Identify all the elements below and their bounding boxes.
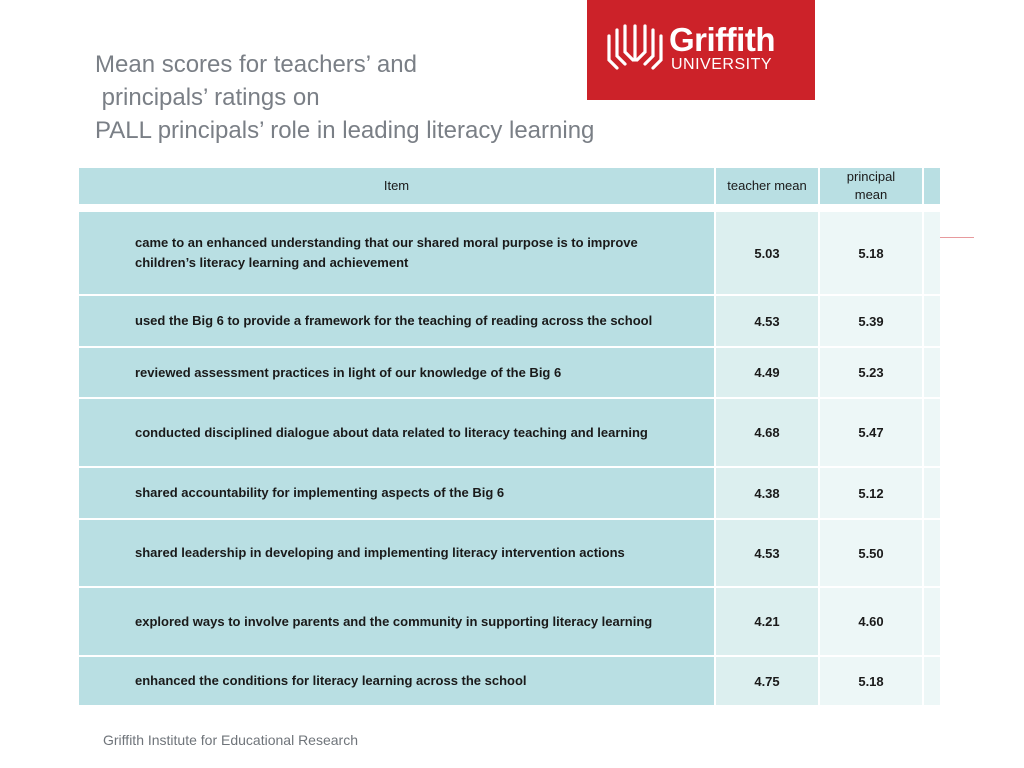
- row-principal-mean: 5.18: [819, 656, 923, 706]
- row-teacher-mean: 4.68: [715, 398, 819, 467]
- row-teacher-mean: 4.53: [715, 519, 819, 587]
- row-item: shared accountability for implementing aspects of the Big 6: [78, 467, 715, 519]
- row-item: used the Big 6 to provide a framework for the teaching of reading across the school: [78, 295, 715, 347]
- row-principal-mean: 5.12: [819, 467, 923, 519]
- row-teacher-mean: 4.21: [715, 587, 819, 656]
- scores-table: [77, 166, 942, 707]
- table-header-row: [78, 167, 941, 205]
- header-principal-mean: principal mean: [819, 167, 923, 205]
- table-row: [78, 295, 941, 347]
- row-extra-cell: [923, 587, 941, 656]
- row-extra-cell: [923, 398, 941, 467]
- row-item: explored ways to involve parents and the community in supporting literacy learning: [78, 587, 715, 656]
- header-teacher-mean: teacher mean: [715, 167, 819, 205]
- decorative-red-line: [940, 237, 974, 238]
- row-principal-mean: 4.60: [819, 587, 923, 656]
- table-row: [78, 587, 941, 656]
- row-principal-mean: 5.18: [819, 211, 923, 295]
- row-teacher-mean: 4.53: [715, 295, 819, 347]
- row-teacher-mean: 4.49: [715, 347, 819, 398]
- row-teacher-mean: 5.03: [715, 211, 819, 295]
- row-extra-cell: [923, 656, 941, 706]
- row-teacher-mean: 4.38: [715, 467, 819, 519]
- logo-name: Griffith: [669, 21, 775, 58]
- footer-text: Griffith Institute for Educational Research: [103, 732, 358, 748]
- griffith-logo: [587, 0, 815, 100]
- table-row: [78, 467, 941, 519]
- row-item: shared leadership in developing and implementing literacy intervention actions: [78, 519, 715, 587]
- row-principal-mean: 5.50: [819, 519, 923, 587]
- header-extra-cell: [923, 167, 941, 205]
- header-item: Item: [78, 167, 715, 205]
- title-line-1: Mean scores for teachers’ and: [95, 51, 417, 78]
- row-extra-cell: [923, 467, 941, 519]
- row-principal-mean: 5.39: [819, 295, 923, 347]
- row-item: reviewed assessment practices in light of our knowledge of the Big 6: [78, 347, 715, 398]
- row-item: enhanced the conditions for literacy learning across the school: [78, 656, 715, 706]
- title-line-3: PALL principals’ role in leading literacy learning: [95, 117, 595, 144]
- row-item: conducted disciplined dialogue about data related to literacy teaching and learning: [78, 398, 715, 467]
- row-teacher-mean: 4.75: [715, 656, 819, 706]
- row-item: came to an enhanced understanding that our shared moral purpose is to improve children’s literacy learning and achievement: [78, 211, 715, 295]
- row-principal-mean: 5.23: [819, 347, 923, 398]
- row-extra-cell: [923, 347, 941, 398]
- table-row: [78, 347, 941, 398]
- row-extra-cell: [923, 295, 941, 347]
- row-extra-cell: [923, 519, 941, 587]
- row-extra-cell: [923, 211, 941, 295]
- table-row: [78, 211, 941, 295]
- griffith-crest-icon: [605, 22, 667, 74]
- table-row: [78, 519, 941, 587]
- table-row: [78, 656, 941, 706]
- logo-subtitle: UNIVERSITY: [671, 56, 773, 73]
- title-line-2: principals’ ratings on: [95, 84, 320, 111]
- row-principal-mean: 5.47: [819, 398, 923, 467]
- table-row: [78, 398, 941, 467]
